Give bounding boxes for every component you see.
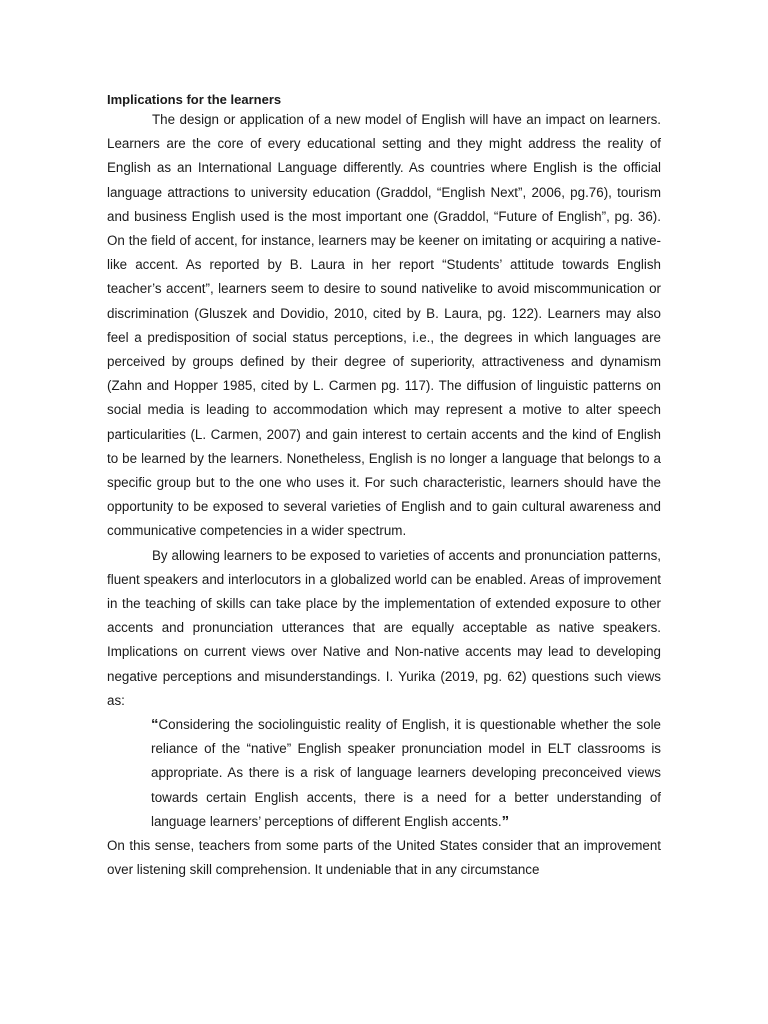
paragraph-exposure-varieties: By allowing learners to be exposed to varieties of accents and pronunciation patterns, fluent speakers and interlocutors in a globalized world can be enabled. Areas of improvement in the teaching of skills can take place by the implementation of extended exposure to other accents and pronunciation utterances that are equally acceptable as native speakers. Implications on current views over Native and Non-native accents may lead to developing negative perceptions and misunderstandings. I. Yurika (2019, pg. 62) questions such views as:: [107, 547, 661, 708]
quote-text: Considering the sociolinguistic reality of English, it is questionable whether the sole reliance of the “native” English speaker pronunciation model in ELT classrooms is appropriate. As there is a risk of language learners developing preconceived views towards certain English accents, there is a need for a better understanding of language learners’ perceptions of different English accents.: [151, 717, 661, 829]
quote-close-mark: ”: [501, 812, 510, 830]
section-heading: Implications for the learners: [107, 92, 282, 107]
quote-open-mark: “: [151, 716, 159, 734]
paragraph-teachers-us: On this sense, teachers from some parts of the United States consider that an improvement over listening skill comprehension. It undeniable that in any circumstance: [107, 838, 661, 878]
paragraph-learners-impact: The design or application of a new model of English will have an impact on learners. Learners are the core of every educational setting and they might address the reality of English as an International Language differently. As countries where English is the official language attractions to university education (Graddol, “English Next”, 2006, pg.76), tourism and business English used is the most important one (Graddol, “Future of English”, pg. 36). On the field of accent, for instance, learners may be keener on imitating or acquiring a native-like accent. As reported by B. Laura in her report “Students’ attitude towards English teacher’s accent”, learners seem to desire to sound nativelike to avoid miscommunication or discrimination (Gluszek and Dovidio, 2010, cited by B. Laura, pg. 122). Learners may also feel a predisposition of social status perceptions, i.e., the degrees in which languages are perceived by groups defined by their degree of superiority, attractiveness and dynamism (Zahn and Hopper 1985, cited by L. Carmen pg. 117). The diffusion of linguistic patterns on social media is leading to accommodation which may represent a motive to alter speech particularities (L. Carmen, 2007) and gain interest to certain accents and the kind of English to be learned by the learners. Nonetheless, English is no longer a language that belongs to a specific group but to the one who uses it. For such characteristic, learners should have the opportunity to be exposed to several varieties of English and to gain cultural awareness and communicative competencies in a wider spectrum.: [107, 112, 661, 539]
block-quote: [151, 713, 661, 834]
document-page: [107, 92, 661, 883]
